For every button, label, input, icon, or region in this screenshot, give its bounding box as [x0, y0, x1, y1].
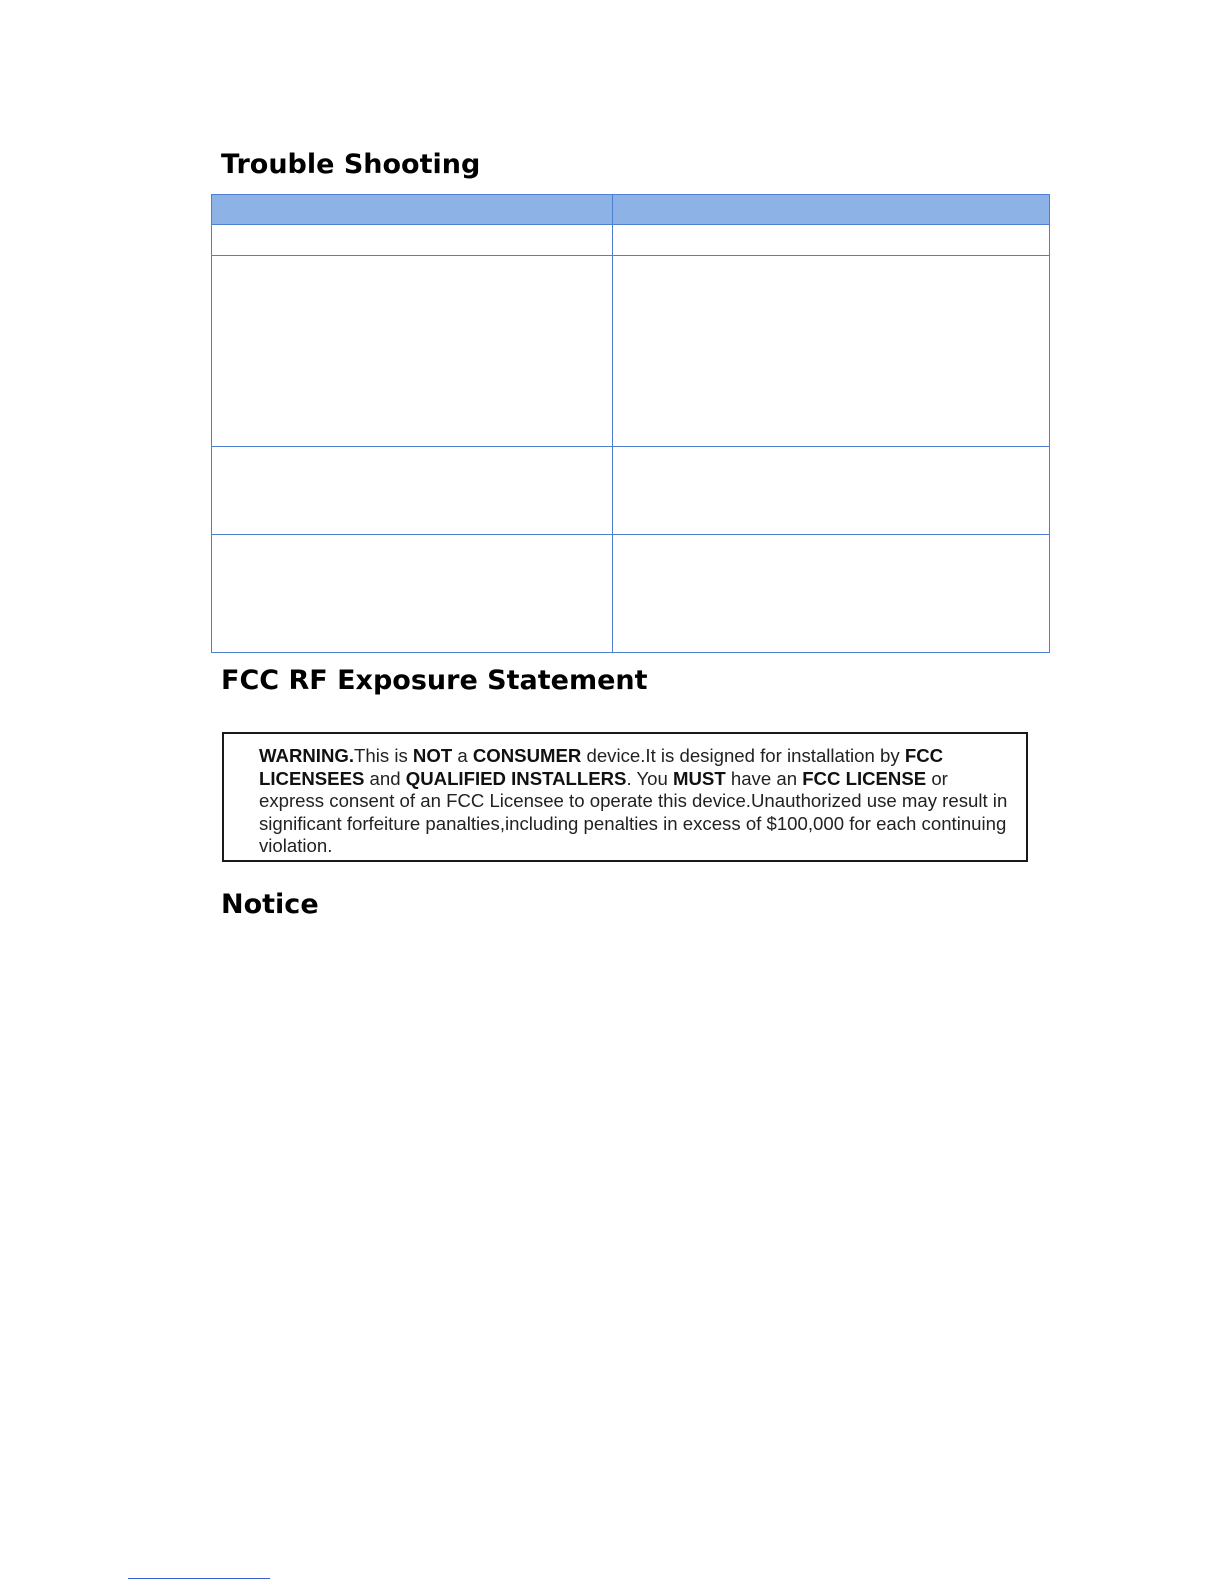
fcc-warning-box [222, 732, 1028, 862]
table-cell [613, 447, 1050, 535]
table-cell [212, 447, 613, 535]
trouble-shooting-table [211, 194, 1050, 653]
table-header-cell [613, 195, 1050, 225]
table-row [212, 256, 1050, 447]
table-cell [212, 256, 613, 447]
table-row [212, 225, 1050, 256]
fcc-rf-exposure-heading: FCC RF Exposure Statement [221, 665, 648, 696]
table-row [212, 447, 1050, 535]
table-cell [613, 256, 1050, 447]
table-header-row [212, 195, 1050, 225]
table-cell [212, 535, 613, 653]
trouble-shooting-heading: Trouble Shooting [221, 149, 481, 180]
warning-text: WARNING.This is NOT a CONSUMER device.It is designed for installation by FCC LICENSEES and QUALIFIED INSTALLERS. You MUST have an FCC LICENSE or express consent of an FCC Licensee to operate this device.Unauthorized use may result in significant forfeiture panalties,including penalties in excess of $100,000 for each continuing violation. [259, 745, 1008, 856]
notice-heading: Notice [221, 889, 319, 920]
table-header-cell [212, 195, 613, 225]
table-row [212, 535, 1050, 653]
footnote-separator-line [128, 1578, 270, 1579]
table-cell [613, 225, 1050, 256]
table-cell [212, 225, 613, 256]
table-cell [613, 535, 1050, 653]
